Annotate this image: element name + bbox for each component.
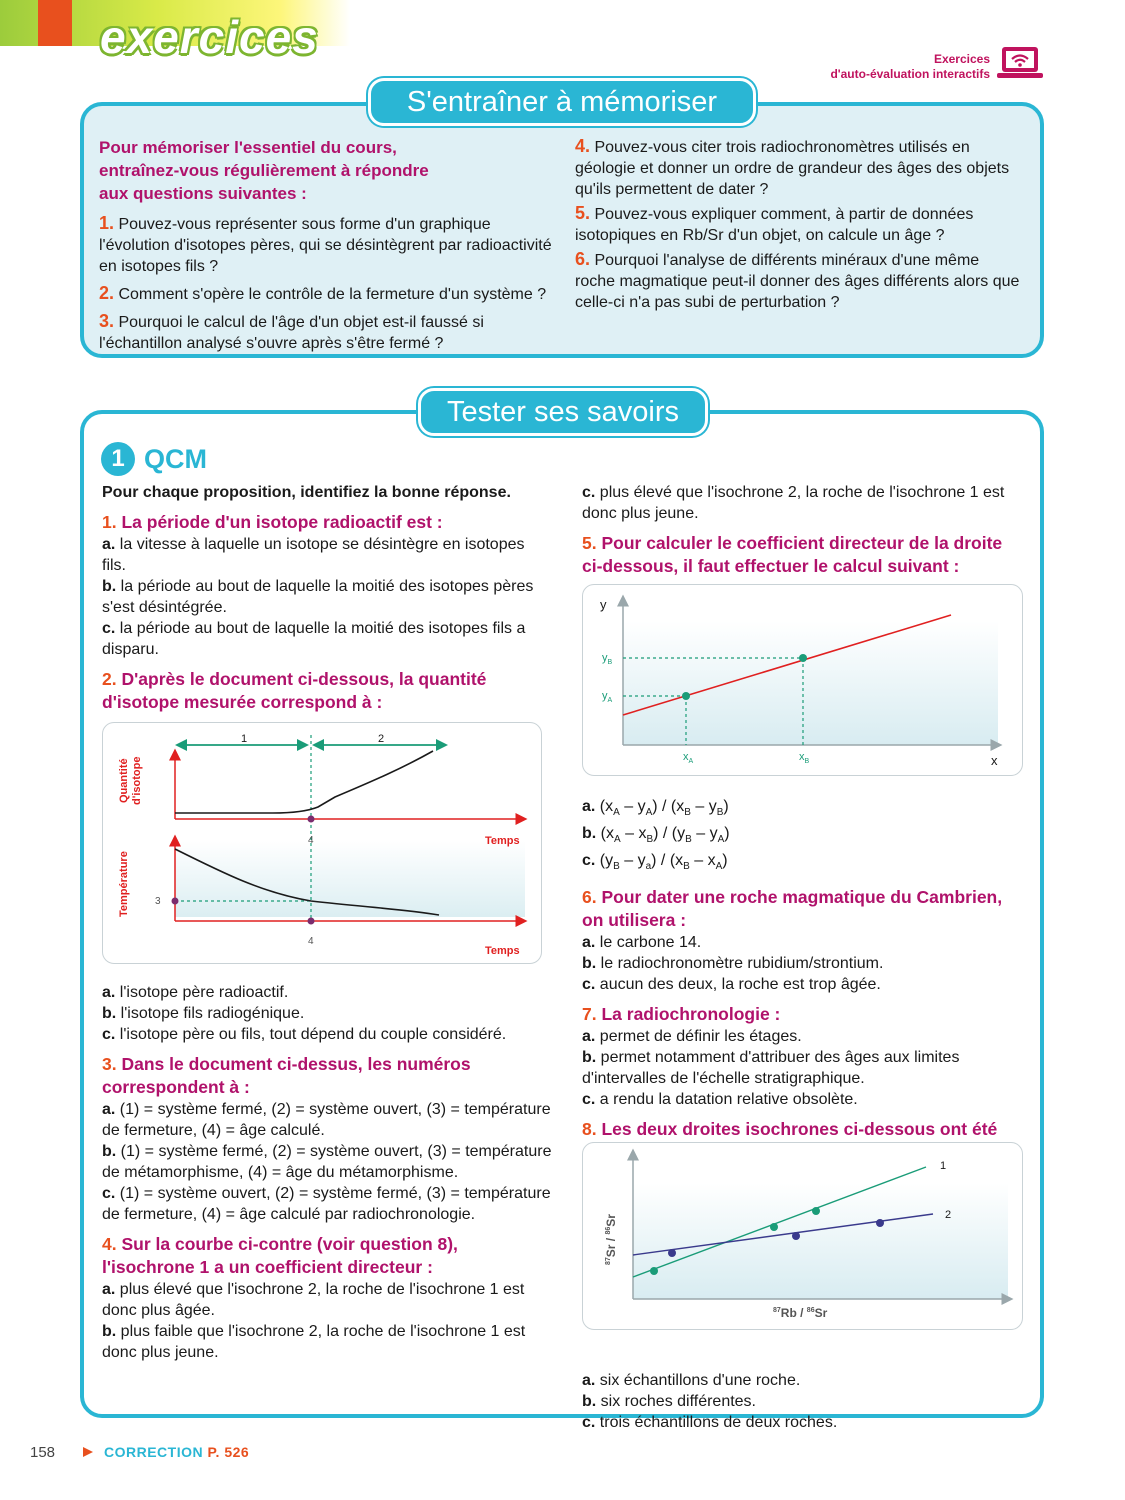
answer-5b[interactable]: b. $(x_A - x_B) / (y_B - y_A)$	[582, 825, 730, 846]
answer-4b[interactable]: b. plus faible que l'isochrone 2, la roche de l'isochrone 1 est donc plus jeune.	[102, 1323, 526, 1361]
memorize-intro: Pour mémoriser l'essentiel du cours, entraînez-vous régulièrement à répondre aux questions suivantes :	[99, 138, 429, 203]
point-4-bottom	[308, 918, 315, 925]
memorize-item: 5. Pouvez-vous expliquer comment, à partir de données isotopiques en Rb/Sr d'un objet, on calcule un âge ?	[575, 203, 974, 244]
y-label-top-2: d'isotope	[131, 756, 143, 805]
plot-bg	[623, 621, 998, 745]
memorize-right-column	[575, 136, 1023, 313]
answer-3b[interactable]: b. (1) = système fermé, (2) = système ouvert, (3) = température de métamorphisme, (4) = âge du métamorphisme.	[102, 1143, 552, 1181]
answer-8c[interactable]: c. trois échantillons de deux roches.	[582, 1413, 838, 1431]
answer-8a[interactable]: a. six échantillons d'une roche.	[582, 1371, 801, 1389]
figure-q8	[582, 1142, 1023, 1330]
xA-label: $x_A$	[683, 751, 694, 765]
self-evaluation-line1: Exercices	[933, 52, 990, 66]
memorize-title: S'entraîner à mémoriser	[368, 78, 756, 126]
question-6: 6. Pour dater une roche magmatique du Cambrien, on utilisera :	[582, 886, 1003, 930]
memorize-item: 6. Pourquoi l'analyse de différents minéraux d'une même roche magmatique peut-il donner des âges différents alors que celle-ci n'a pas subi de perturbation ?	[575, 249, 1020, 311]
x-label: x	[991, 753, 998, 768]
answer-4a[interactable]: a. plus élevé que l'isochrone 2, la roche de l'isochrone 1 est donc plus âgée.	[102, 1281, 525, 1319]
correction-link[interactable]: CORRECTION P. 526	[104, 1444, 250, 1460]
page-title: exercices	[100, 11, 319, 63]
exercise-number: 1	[101, 442, 135, 476]
memorize-item: 4. Pouvez-vous citer trois radiochronomètres utilisés en géologie et donner un ordre de grandeur des âges des objets qu'ils permettent de dater ?	[575, 136, 1010, 198]
answer-5a[interactable]: a. $(x_A - y_A) / (x_B - y_B)$	[582, 798, 729, 819]
y-label: y	[600, 597, 607, 612]
answer-4c[interactable]: c. plus élevé que l'isochrone 2, la roche de l'isochrone 1 est donc plus jeune.	[582, 484, 1005, 522]
label-2: 2	[378, 733, 385, 745]
answer-1c[interactable]: c. la période au bout de laquelle la moitié des isotopes fils a disparu.	[102, 620, 526, 658]
answer-2c[interactable]: c. l'isotope père ou fils, tout dépend du couple considéré.	[102, 1026, 507, 1043]
answer-5c[interactable]: c. $(y_B - y_a) / (x_B - x_A)$	[582, 852, 728, 873]
isochrone-1-point	[770, 1223, 778, 1231]
mark-4-bottom: 4	[308, 936, 314, 947]
isotope-quantity-curve	[175, 751, 433, 813]
answer-2b[interactable]: b. l'isotope fils radiogénique.	[102, 1005, 305, 1022]
answer-3a[interactable]: a. (1) = système fermé, (2) = système ouvert, (3) = température de fermeture, (4) = âge calculé.	[102, 1101, 551, 1139]
yB-label: $y_B$	[602, 652, 613, 666]
figure-q5	[582, 584, 1023, 776]
answer-7b[interactable]: b. permet notamment d'attribuer des âges aux limites d'intervalles de l'échelle stratigraphique.	[582, 1048, 960, 1087]
answer-7c[interactable]: c. a rendu la datation relative obsolète.	[582, 1090, 858, 1108]
isochrone-2-point	[876, 1219, 884, 1227]
xB-label: $x_B$	[799, 751, 810, 765]
question-4: 4. Sur la courbe ci-contre (voir question 8), l'isochrone 1 a un coefficient directeur :	[102, 1234, 458, 1277]
isochrone-2-label: 2	[945, 1209, 952, 1221]
test-title: Tester ses savoirs	[418, 388, 708, 436]
mark-3: 3	[155, 896, 161, 907]
answer-6c[interactable]: c. aucun des deux, la roche est trop âgée.	[582, 975, 881, 993]
figure-q2	[102, 722, 542, 964]
isochrone-1-point	[812, 1207, 820, 1215]
isochrone-1-point	[650, 1267, 658, 1275]
y-axis-label: $^{87}$Sr / $^{86}$Sr	[604, 1214, 618, 1265]
question-2: 2. D'après le document ci-dessous, la quantité d'isotope mesurée correspond à :	[102, 669, 487, 712]
qcm-heading	[101, 442, 207, 476]
answer-6a[interactable]: a. le carbone 14.	[582, 933, 702, 951]
question-8: 8. Les deux droites isochrones ci-dessous ont été	[582, 1118, 998, 1139]
point-4-top	[308, 816, 315, 823]
page-number: 158	[30, 1444, 56, 1461]
isochrone-1-label: 1	[940, 1160, 947, 1172]
self-evaluation-link[interactable]	[830, 52, 990, 82]
x-label-bottom: Temps	[485, 945, 520, 957]
isochrone-2-point	[792, 1232, 800, 1240]
qcm-title: QCM	[144, 443, 207, 474]
point-A	[682, 692, 690, 700]
answer-2a[interactable]: a. l'isotope père radioactif.	[102, 984, 289, 1001]
answer-1b[interactable]: b. la période au bout de laquelle la moitié des isotopes pères s'est désintégrée.	[102, 578, 534, 616]
figure-q5-svg	[583, 585, 1024, 777]
answer-8b[interactable]: b. six roches différentes.	[582, 1392, 756, 1410]
y-label-bottom: Température	[118, 851, 130, 917]
y-label-top-1: Quantité	[118, 758, 130, 803]
mark-4-top: 4	[308, 835, 314, 846]
play-arrow-icon	[82, 1446, 94, 1458]
figure-q2-svg	[103, 723, 543, 965]
question-3: 3. Dans le document ci-dessus, les numéros correspondent à :	[102, 1054, 471, 1097]
answer-6b[interactable]: b. le radiochronomètre rubidium/strontium.	[582, 954, 884, 972]
x-axis-label: $^{87}$Rb / $^{86}$Sr	[773, 1306, 828, 1320]
answer-1a[interactable]: a. la vitesse à laquelle un isotope se désintègre en isotopes fils.	[102, 536, 525, 574]
memorize-item: 1. Pouvez-vous représenter sous forme d'un graphique l'évolution d'isotopes pères, qui se désintègrent par radioactivité en isotopes fils ?	[99, 213, 552, 275]
question-1: 1. La période d'un isotope radioactif est :	[102, 512, 443, 532]
figure-q8-svg	[583, 1143, 1024, 1331]
laptop-wifi-icon[interactable]	[997, 46, 1043, 80]
answer-3c[interactable]: c. (1) = système ouvert, (2) = système fermé, (3) = température de fermeture, (4) = âge calculé par radiochronologie.	[102, 1185, 551, 1223]
memorize-item: 2. Comment s'opère le contrôle de la fermeture d'un système ?	[99, 283, 547, 303]
question-5: 5. Pour calculer le coefficient directeur de la droite ci-dessous, il faut effectuer le calcul suivant :	[582, 533, 1003, 576]
instruction: Pour chaque proposition, identifiez la bonne réponse.	[102, 484, 511, 501]
label-1: 1	[241, 733, 248, 745]
memorize-left-column	[99, 136, 554, 354]
question-7: 7. La radiochronologie :	[582, 1003, 781, 1024]
yA-label: $y_A$	[602, 690, 613, 704]
x-label-top: Temps	[485, 835, 520, 847]
self-evaluation-line2: d'auto-évaluation interactifs	[830, 67, 990, 81]
point-3	[172, 898, 179, 905]
plot-bg	[633, 1183, 1008, 1299]
point-B	[799, 654, 807, 662]
isochrone-2-point	[668, 1249, 676, 1257]
memorize-item: 3. Pourquoi le calcul de l'âge d'un objet est-il faussé si l'échantillon analysé s'ouvre après s'être fermé ?	[99, 311, 484, 352]
answer-7a[interactable]: a. permet de définir les étages.	[582, 1027, 802, 1045]
header-accent	[38, 0, 72, 46]
